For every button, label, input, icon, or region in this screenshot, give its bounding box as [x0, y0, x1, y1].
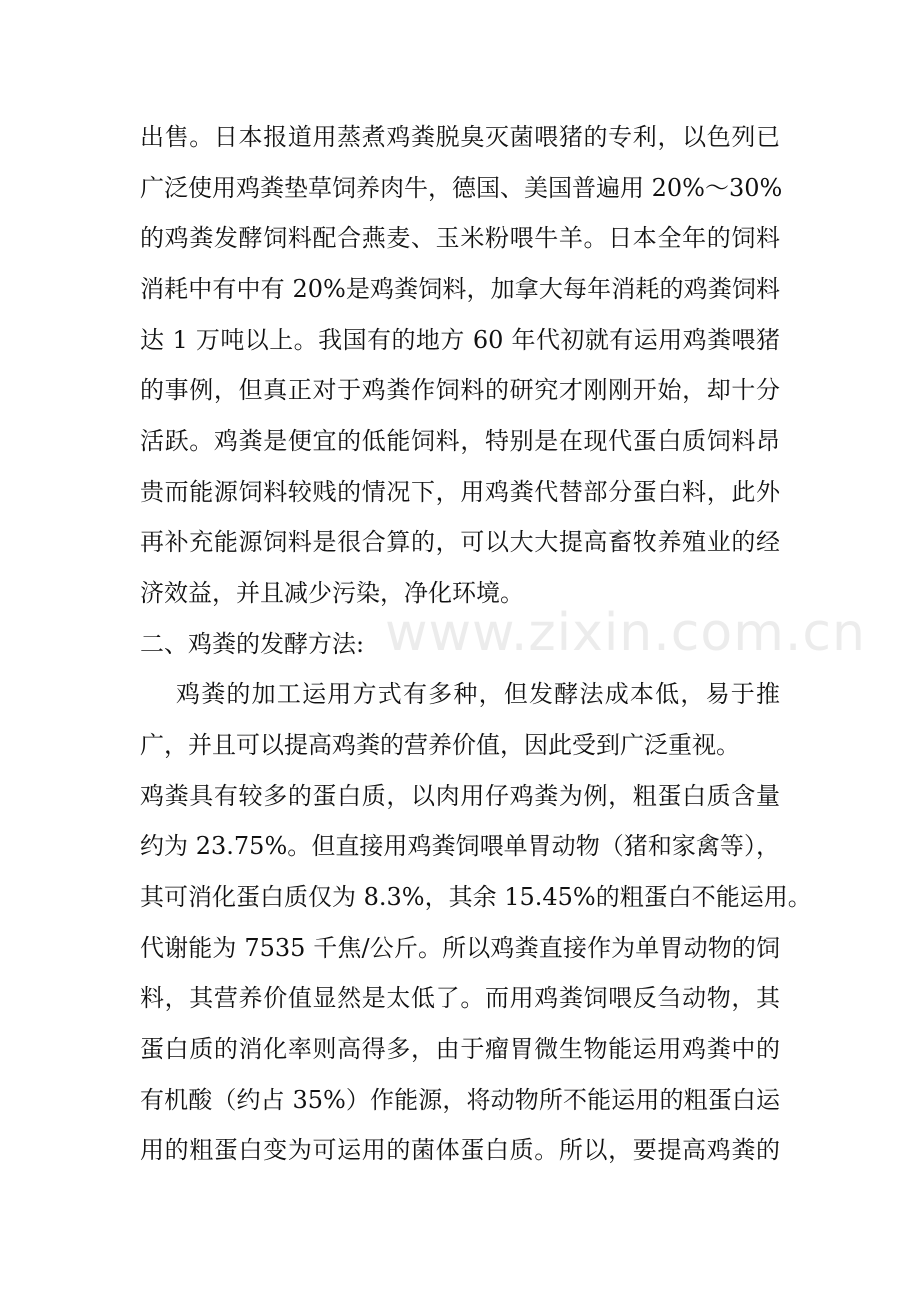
text-line-6: 的事例，但真正对于鸡粪作饲料的研究才刚刚开始，却十分: [140, 376, 780, 404]
text-line-5: 达 1 万吨以上。我国有的地方 60 年代初就有运用鸡粪喂猪: [140, 326, 780, 354]
text-line-17: 代谢能为 7535 千焦/公斤。所以鸡粪直接作为单胃动物的饲: [140, 934, 780, 962]
text-line-15: 约为 23.75%。但直接用鸡粪饲喂单胃动物（猪和家禽等），: [140, 832, 780, 860]
text-line-8: 贵而能源饲料较贱的情况下，用鸡粪代替部分蛋白料，此外: [140, 478, 780, 506]
text-line-16: 其可消化蛋白质仅为 8.3%，其余 15.45%的粗蛋白不能运用。: [140, 883, 812, 911]
text-line-19: 蛋白质的消化率则高得多，由于瘤胃微生物能运用鸡粪中的: [140, 1035, 780, 1063]
text-line-3: 的鸡粪发酵饲料配合燕麦、玉米粉喂牛羊。日本全年的饲料: [140, 224, 780, 252]
text-line-9: 再补充能源饲料是很合算的，可以大大提高畜牧养殖业的经: [140, 528, 780, 556]
text-line-13: 广，并且可以提高鸡粪的营养价值，因此受到广泛重视。: [140, 731, 740, 759]
text-line-20: 有机酸（约占 35%）作能源，将动物所不能运用的粗蛋白运: [140, 1086, 780, 1114]
watermark: www.zixin.com.cn: [385, 603, 866, 663]
text-line-14: 鸡粪具有较多的蛋白质，以肉用仔鸡粪为例，粗蛋白质含量: [140, 782, 780, 810]
text-line-18: 料，其营养价值显然是太低了。而用鸡粪饲喂反刍动物，其: [140, 984, 780, 1012]
text-line-21: 用的粗蛋白变为可运用的菌体蛋白质。所以，要提高鸡粪的: [140, 1136, 780, 1164]
text-line-4: 消耗中有中有 20%是鸡粪饲料，加拿大每年消耗的鸡粪饲料: [140, 275, 780, 303]
text-line-1: 出售。日本报道用蒸煮鸡粪脱臭灭菌喂猪的专利，以色列已: [140, 123, 780, 151]
text-line-7: 活跃。鸡粪是便宜的低能饲料，特别是在现代蛋白质饲料昂: [140, 427, 780, 455]
text-line-10: 济效益，并且减少污染，净化环境。: [140, 579, 524, 607]
text-line-2: 广泛使用鸡粪垫草饲养肉牛，德国、美国普遍用 20%～30%: [140, 174, 783, 202]
text-line-12: 鸡粪的加工运用方式有多种，但发酵法成本低，易于推: [176, 680, 780, 708]
section-heading: 二、鸡粪的发酵方法:: [140, 630, 365, 658]
